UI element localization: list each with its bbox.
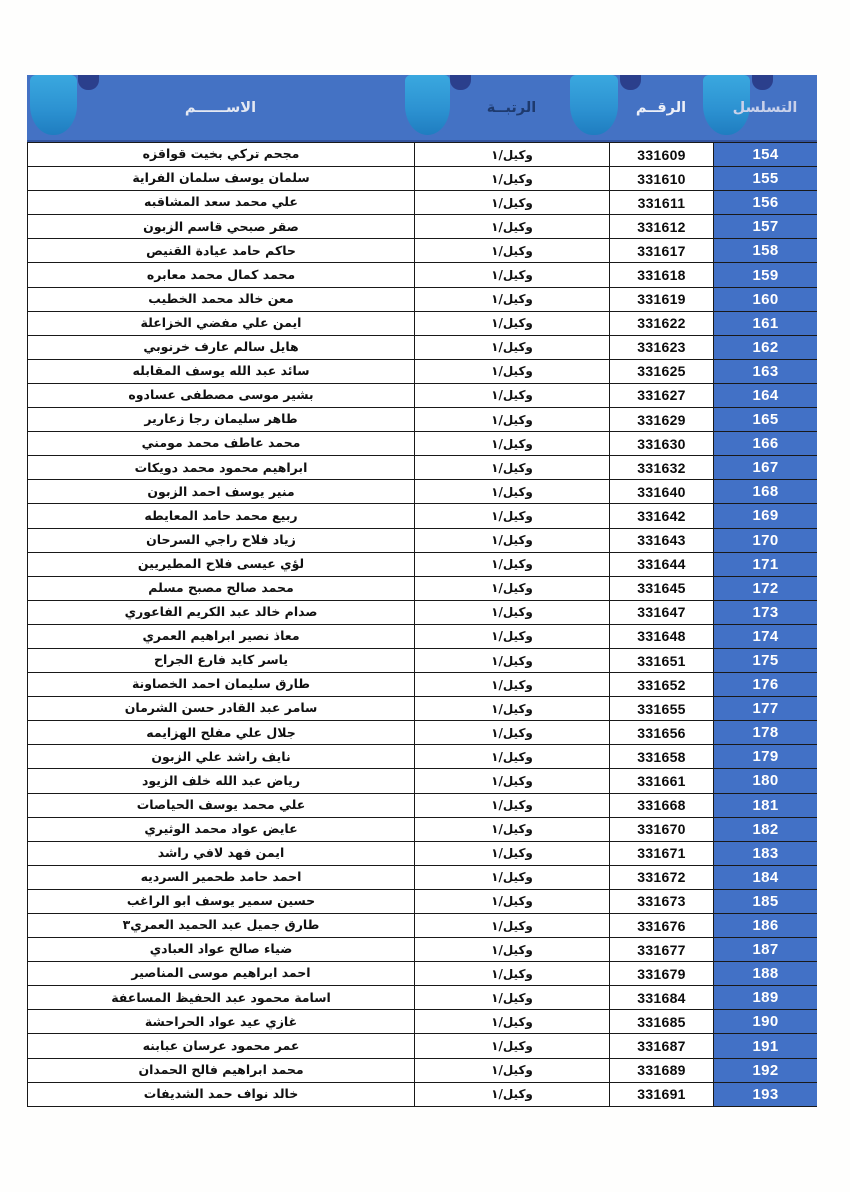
rank-cell: وكيل/١: [414, 866, 609, 889]
serial-cell: 163: [713, 360, 817, 383]
serial-cell: 183: [713, 842, 817, 865]
serial-cell: 180: [713, 769, 817, 792]
name-cell: محمد كمال محمد معابره: [27, 263, 414, 286]
name-cell: علي محمد يوسف الحياصات: [27, 794, 414, 817]
rank-cell: وكيل/١: [414, 456, 609, 479]
serial-cell: 167: [713, 456, 817, 479]
number-cell: 331642: [609, 504, 713, 527]
name-cell: ربيع محمد حامد المعايطه: [27, 504, 414, 527]
name-cell: ابراهيم محمود محمد دويكات: [27, 456, 414, 479]
serial-cell: 187: [713, 938, 817, 961]
rank-cell: وكيل/١: [414, 794, 609, 817]
rank-cell: وكيل/١: [414, 191, 609, 214]
name-cell: معن خالد محمد الخطيب: [27, 288, 414, 311]
table-row: [27, 166, 817, 190]
number-cell: 331651: [609, 649, 713, 672]
number-cell: 331629: [609, 408, 713, 431]
rank-cell: وكيل/١: [414, 553, 609, 576]
number-cell: 331617: [609, 239, 713, 262]
serial-cell: 162: [713, 336, 817, 359]
rank-cell: وكيل/١: [414, 263, 609, 286]
name-cell: احمد ابراهيم موسى المناصير: [27, 962, 414, 985]
name-cell: طارق جميل عبد الحميد العمري٣: [27, 914, 414, 937]
number-cell: 331609: [609, 143, 713, 166]
rank-cell: وكيل/١: [414, 818, 609, 841]
rank-cell: وكيل/١: [414, 577, 609, 600]
number-cell: 331612: [609, 215, 713, 238]
rank-cell: وكيل/١: [414, 215, 609, 238]
number-cell: 331691: [609, 1083, 713, 1106]
name-cell: صقر صبحي قاسم الزبون: [27, 215, 414, 238]
table-row: [27, 1009, 817, 1033]
rank-cell: وكيل/١: [414, 312, 609, 335]
name-cell: ايمن علي مفضي الخزاعلة: [27, 312, 414, 335]
number-cell: 331672: [609, 866, 713, 889]
serial-cell: 182: [713, 818, 817, 841]
name-cell: زياد فلاح راجي السرحان: [27, 529, 414, 552]
rank-cell: وكيل/١: [414, 384, 609, 407]
name-cell: عمر محمود عرسان عبابنه: [27, 1034, 414, 1057]
table-row: [27, 238, 817, 262]
serial-cell: 181: [713, 794, 817, 817]
table-row: [27, 576, 817, 600]
table-row: [27, 937, 817, 961]
table-row: [27, 841, 817, 865]
table-row: [27, 744, 817, 768]
name-cell: معاذ نصير ابراهيم العمري: [27, 625, 414, 648]
serial-cell: 191: [713, 1034, 817, 1057]
serial-cell: 178: [713, 721, 817, 744]
column-header-serial: التسلسل: [732, 100, 798, 117]
name-cell: ضياء صالح عواد العبادي: [27, 938, 414, 961]
rank-cell: وكيل/١: [414, 239, 609, 262]
number-cell: 331684: [609, 986, 713, 1009]
name-cell: طاهر سليمان رجا زعارير: [27, 408, 414, 431]
table-row: [27, 479, 817, 503]
number-cell: 331611: [609, 191, 713, 214]
table-row: [27, 672, 817, 696]
serial-cell: 168: [713, 480, 817, 503]
number-cell: 331687: [609, 1034, 713, 1057]
name-cell: علي محمد سعد المشاقبه: [27, 191, 414, 214]
table-row: [27, 624, 817, 648]
rank-cell: وكيل/١: [414, 408, 609, 431]
number-cell: 331630: [609, 432, 713, 455]
serial-cell: 155: [713, 167, 817, 190]
table-row: [27, 383, 817, 407]
rank-cell: وكيل/١: [414, 480, 609, 503]
name-cell: سامر عبد القادر حسن الشرمان: [27, 697, 414, 720]
table-row: [27, 190, 817, 214]
name-cell: حسين سمير يوسف ابو الراغب: [27, 890, 414, 913]
rank-cell: وكيل/١: [414, 986, 609, 1009]
number-cell: 331647: [609, 601, 713, 624]
rank-cell: وكيل/١: [414, 1010, 609, 1033]
serial-cell: 186: [713, 914, 817, 937]
name-cell: منير يوسف احمد الزبون: [27, 480, 414, 503]
rank-cell: وكيل/١: [414, 167, 609, 190]
rank-cell: وكيل/١: [414, 721, 609, 744]
table-row: [27, 503, 817, 527]
serial-cell: 189: [713, 986, 817, 1009]
name-cell: غازي عيد عواد الحراحشة: [27, 1010, 414, 1033]
table-body: [27, 142, 817, 1107]
rank-cell: وكيل/١: [414, 504, 609, 527]
number-cell: 331622: [609, 312, 713, 335]
table-row: [27, 214, 817, 238]
rank-cell: وكيل/١: [414, 842, 609, 865]
number-cell: 331655: [609, 697, 713, 720]
serial-cell: 185: [713, 890, 817, 913]
number-cell: 331652: [609, 673, 713, 696]
table-row: [27, 552, 817, 576]
ribbon-notch-icon: [752, 75, 773, 90]
number-cell: 331619: [609, 288, 713, 311]
table-row: [27, 1058, 817, 1082]
number-cell: 331671: [609, 842, 713, 865]
rank-cell: وكيل/١: [414, 360, 609, 383]
rank-cell: وكيل/١: [414, 745, 609, 768]
table-row: [27, 889, 817, 913]
number-cell: 331645: [609, 577, 713, 600]
rank-cell: وكيل/١: [414, 625, 609, 648]
name-cell: رياض عبد الله خلف الزيود: [27, 769, 414, 792]
number-cell: 331661: [609, 769, 713, 792]
rank-cell: وكيل/١: [414, 288, 609, 311]
rank-cell: وكيل/١: [414, 890, 609, 913]
rank-cell: وكيل/١: [414, 601, 609, 624]
serial-cell: 174: [713, 625, 817, 648]
table-row: [27, 985, 817, 1009]
serial-cell: 156: [713, 191, 817, 214]
serial-cell: 161: [713, 312, 817, 335]
serial-cell: 173: [713, 601, 817, 624]
name-cell: نايف راشد علي الزبون: [27, 745, 414, 768]
rank-cell: وكيل/١: [414, 769, 609, 792]
rank-cell: وكيل/١: [414, 938, 609, 961]
name-cell: لؤي عيسى فلاح المطيريين: [27, 553, 414, 576]
rank-cell: وكيل/١: [414, 432, 609, 455]
name-cell: بشير موسى مصطفى عسادوه: [27, 384, 414, 407]
serial-cell: 164: [713, 384, 817, 407]
serial-cell: 176: [713, 673, 817, 696]
number-cell: 331644: [609, 553, 713, 576]
name-cell: ايمن فهد لافي راشد: [27, 842, 414, 865]
serial-cell: 179: [713, 745, 817, 768]
table-row: [27, 287, 817, 311]
serial-cell: 190: [713, 1010, 817, 1033]
ribbon-notch-icon: [620, 75, 641, 90]
rank-cell: وكيل/١: [414, 962, 609, 985]
number-cell: 331610: [609, 167, 713, 190]
table-row: [27, 1033, 817, 1057]
table-row: [27, 817, 817, 841]
name-cell: عايض عواد محمد الوثيري: [27, 818, 414, 841]
serial-cell: 165: [713, 408, 817, 431]
number-cell: 331658: [609, 745, 713, 768]
serial-cell: 169: [713, 504, 817, 527]
table-row: [27, 407, 817, 431]
serial-cell: 160: [713, 288, 817, 311]
name-cell: اسامة محمود عبد الحفيظ المساعفة: [27, 986, 414, 1009]
name-cell: جلال علي مفلح الهزايمه: [27, 721, 414, 744]
serial-cell: 166: [713, 432, 817, 455]
rank-cell: وكيل/١: [414, 1059, 609, 1082]
number-cell: 331648: [609, 625, 713, 648]
serial-cell: 170: [713, 529, 817, 552]
number-cell: 331679: [609, 962, 713, 985]
number-cell: 331640: [609, 480, 713, 503]
table-row: [27, 961, 817, 985]
number-cell: 331627: [609, 384, 713, 407]
number-cell: 331623: [609, 336, 713, 359]
number-cell: 331618: [609, 263, 713, 286]
table-row: [27, 311, 817, 335]
table-row: [27, 528, 817, 552]
number-cell: 331656: [609, 721, 713, 744]
number-cell: 331668: [609, 794, 713, 817]
rank-cell: وكيل/١: [414, 1034, 609, 1057]
number-cell: 331689: [609, 1059, 713, 1082]
rank-cell: وكيل/١: [414, 1083, 609, 1106]
table-row: [27, 720, 817, 744]
serial-cell: 177: [713, 697, 817, 720]
name-cell: سلمان يوسف سلمان الفراية: [27, 167, 414, 190]
number-cell: 331677: [609, 938, 713, 961]
table-row: [27, 600, 817, 624]
rank-cell: وكيل/١: [414, 529, 609, 552]
table-row: [27, 359, 817, 383]
rank-cell: وكيل/١: [414, 143, 609, 166]
number-cell: 331670: [609, 818, 713, 841]
table-row: [27, 431, 817, 455]
serial-cell: 192: [713, 1059, 817, 1082]
table-row: [27, 793, 817, 817]
name-cell: حاكم حامد عيادة القنيص: [27, 239, 414, 262]
column-header-number: الرقــم: [635, 100, 687, 117]
rank-cell: وكيل/١: [414, 673, 609, 696]
name-cell: محمد عاطف محمد مومني: [27, 432, 414, 455]
table-row: [27, 262, 817, 286]
serial-cell: 172: [713, 577, 817, 600]
name-cell: مجحم تركي بخيت قواقزه: [27, 143, 414, 166]
ribbon-notch-icon: [78, 75, 99, 90]
name-cell: ياسر كايد فارع الجراح: [27, 649, 414, 672]
number-cell: 331643: [609, 529, 713, 552]
table-row: [27, 142, 817, 166]
serial-cell: 193: [713, 1083, 817, 1106]
table-header: [27, 75, 817, 142]
table-row: [27, 913, 817, 937]
name-cell: صدام خالد عبد الكريم الفاعوري: [27, 601, 414, 624]
number-cell: 331625: [609, 360, 713, 383]
serial-cell: 159: [713, 263, 817, 286]
rank-cell: وكيل/١: [414, 697, 609, 720]
serial-cell: 157: [713, 215, 817, 238]
name-cell: هايل سالم عارف خرنوبي: [27, 336, 414, 359]
rank-cell: وكيل/١: [414, 649, 609, 672]
column-header-rank: الرتبــة: [486, 100, 537, 117]
name-cell: خالد نواف حمد الشديفات: [27, 1083, 414, 1106]
table-row: [27, 696, 817, 720]
serial-cell: 158: [713, 239, 817, 262]
serial-cell: 184: [713, 866, 817, 889]
rank-cell: وكيل/١: [414, 914, 609, 937]
table-row: [27, 648, 817, 672]
serial-cell: 188: [713, 962, 817, 985]
name-cell: طارق سليمان احمد الخصاونة: [27, 673, 414, 696]
serial-cell: 171: [713, 553, 817, 576]
number-cell: 331676: [609, 914, 713, 937]
name-cell: احمد حامد طحمير السرديه: [27, 866, 414, 889]
number-cell: 331632: [609, 456, 713, 479]
table-row: [27, 1082, 817, 1106]
staff-roster-table: [27, 75, 817, 1107]
rank-cell: وكيل/١: [414, 336, 609, 359]
number-cell: 331673: [609, 890, 713, 913]
name-cell: محمد ابراهيم فالح الحمدان: [27, 1059, 414, 1082]
column-header-name: الاســــــم: [184, 100, 257, 117]
serial-cell: 154: [713, 143, 817, 166]
table-row: [27, 865, 817, 889]
name-cell: محمد صالح مصبح مسلم: [27, 577, 414, 600]
serial-cell: 175: [713, 649, 817, 672]
name-cell: سائد عبد الله يوسف المقابله: [27, 360, 414, 383]
table-row: [27, 455, 817, 479]
table-row: [27, 768, 817, 792]
table-row: [27, 335, 817, 359]
number-cell: 331685: [609, 1010, 713, 1033]
ribbon-notch-icon: [450, 75, 471, 90]
